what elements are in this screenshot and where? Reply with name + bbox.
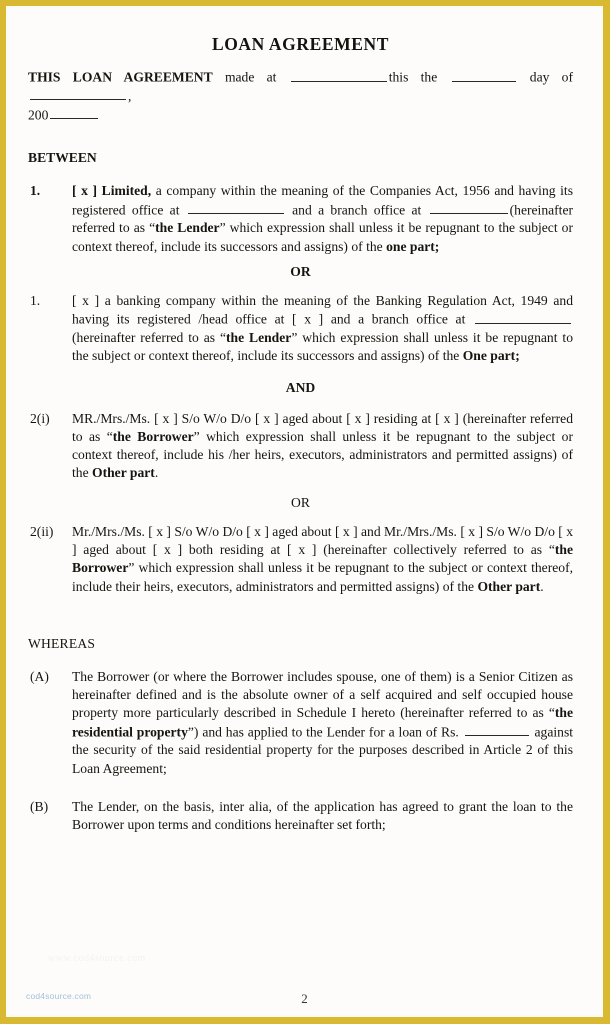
clause-seg-2: ” which expression shall unless it be repugnant to the subject or context thereof, include their heirs, executors, administrators and permitted assigns) of the bbox=[72, 560, 573, 594]
clause-marker: 2(i) bbox=[30, 410, 50, 426]
page-footer bbox=[8, 945, 601, 1015]
blank-place-field[interactable] bbox=[291, 68, 387, 82]
preamble-year-prefix: 200 bbox=[28, 107, 49, 123]
blank-branch-office[interactable] bbox=[430, 201, 508, 215]
connector-or-2: OR bbox=[291, 494, 310, 510]
connector-and-1: AND bbox=[285, 379, 316, 395]
blank-registered-office[interactable] bbox=[188, 201, 284, 215]
defined-term-lender: the Lender bbox=[225, 330, 292, 346]
clause-seg-1: a company within the meaning of the Companies Act, 1956 and having its registered office at bbox=[72, 183, 573, 218]
clause-seg-3: . bbox=[540, 578, 544, 594]
clause-text bbox=[72, 182, 573, 256]
recital-marker: (B) bbox=[30, 799, 49, 815]
clause-seg-1: Mr./Mrs./Ms. [ x ] S/o W/o D/o [ x ] aged about [ x ] and Mr./Mrs./Ms. [ x ] S/o W/o D/o [ x ] aged about [ x ] both residing at [ x ] (hereinafter collectively referred to as “ bbox=[72, 523, 573, 557]
blank-loan-amount[interactable] bbox=[465, 723, 529, 737]
clause-seg-2: (hereinafter referred to as “ bbox=[72, 330, 226, 346]
blank-day-field[interactable] bbox=[452, 68, 516, 82]
preamble-text-3: day of bbox=[517, 69, 573, 85]
blank-branch-office[interactable] bbox=[475, 310, 571, 324]
clause-marker: 1. bbox=[30, 292, 41, 308]
recital-seg-2: ”) and has applied to the Lender for a loan of Rs. bbox=[187, 724, 463, 740]
clause-borrower-joint bbox=[28, 523, 573, 596]
recital-text bbox=[72, 668, 573, 778]
clause-seg-1: MR./Mrs./Ms. [ x ] S/o W/o D/o [ x ] aged about [ x ] residing at [ x ] (hereinafter referred to as “ bbox=[72, 410, 573, 444]
defined-term-borrower: the Borrower bbox=[72, 542, 573, 576]
heading-between: BETWEEN bbox=[28, 150, 97, 166]
preamble-text-4: , bbox=[128, 88, 132, 104]
clause-text bbox=[72, 410, 573, 483]
preamble-lead-label: THIS LOAN AGREEMENT bbox=[28, 69, 213, 85]
clause-seg-3: ” which expression shall unless it be repugnant to the subject or context thereof, include its successors and assigns) of the bbox=[72, 330, 573, 364]
preamble-text-2: this the bbox=[388, 69, 450, 85]
party-part-label: one part; bbox=[386, 238, 440, 254]
preamble-paragraph bbox=[28, 68, 573, 124]
recital-text: The Lender, on the basis, inter alia, of the application has agreed to grant the loan to the Borrower upon terms and conditions hereinafter set forth; bbox=[72, 799, 573, 833]
clause-text bbox=[72, 292, 573, 366]
watermark-text: www.cod4source.com bbox=[48, 953, 146, 964]
party-part-label: Other part bbox=[92, 465, 155, 481]
clause-seg-3: . bbox=[154, 465, 159, 481]
site-credit-link[interactable]: cod4source.com bbox=[26, 991, 92, 1001]
page-number: 2 bbox=[301, 991, 308, 1006]
clause-seg-2: and a branch office at bbox=[285, 202, 428, 218]
party-part-label: One part; bbox=[462, 348, 520, 364]
clause-seg-1: [ x ] a banking company within the meaning of the Banking Regulation Act, 1949 and having its registered /head office at [ x ] and a branch office at bbox=[72, 292, 573, 327]
blank-year-field[interactable] bbox=[50, 106, 98, 120]
clause-marker: 1. bbox=[30, 183, 41, 199]
clause-text bbox=[72, 523, 573, 596]
page-inner-border bbox=[6, 6, 603, 1017]
page-title: LOAN AGREEMENT bbox=[211, 34, 390, 54]
heading-whereas: WHEREAS bbox=[28, 635, 96, 651]
clause-lender-bank bbox=[28, 292, 573, 366]
clause-seg-2: ” which expression shall unless it be repugnant to the subject or context thereof, include his /her heirs, executors, administrators and permitted assigns) of the bbox=[72, 428, 574, 481]
clause-marker: 2(ii) bbox=[30, 523, 54, 539]
clause-borrower-single bbox=[28, 410, 573, 483]
connector-or-1: OR bbox=[290, 263, 311, 279]
recital-b bbox=[28, 798, 573, 835]
party-part-label: Other part bbox=[477, 578, 541, 594]
defined-term-residential-property: the residential property bbox=[72, 705, 573, 740]
clause-lender-company bbox=[28, 182, 573, 256]
clause-seg-3: (hereinafter referred to as “ bbox=[72, 202, 574, 236]
document-sheet bbox=[8, 8, 601, 1015]
recital-seg-3: against the security of the said residential property for the purposes described in Article 2 of this Loan Agreement; bbox=[72, 724, 574, 776]
defined-term-borrower: the Borrower bbox=[112, 428, 194, 444]
recital-a bbox=[28, 668, 573, 778]
recital-seg-1: The Borrower (or where the Borrower includes spouse, one of them) is a Senior Citizen as hereinafter defined and is the absolute owner of a self acquired and self occupied house property more particularly described in Schedule I hereto (hereinafter referred to as “ bbox=[72, 668, 573, 721]
clause-seg-4: ” which expression shall unless it be repugnant to the subject or context thereof, include its successors and assigns) of the bbox=[72, 220, 573, 254]
defined-term-lender: the Lender bbox=[155, 220, 220, 236]
preamble-text-1: made at bbox=[212, 69, 289, 85]
blank-month-field[interactable] bbox=[30, 87, 126, 101]
recital-marker: (A) bbox=[30, 668, 49, 684]
party-name-label: [ x ] Limited, bbox=[72, 183, 152, 199]
